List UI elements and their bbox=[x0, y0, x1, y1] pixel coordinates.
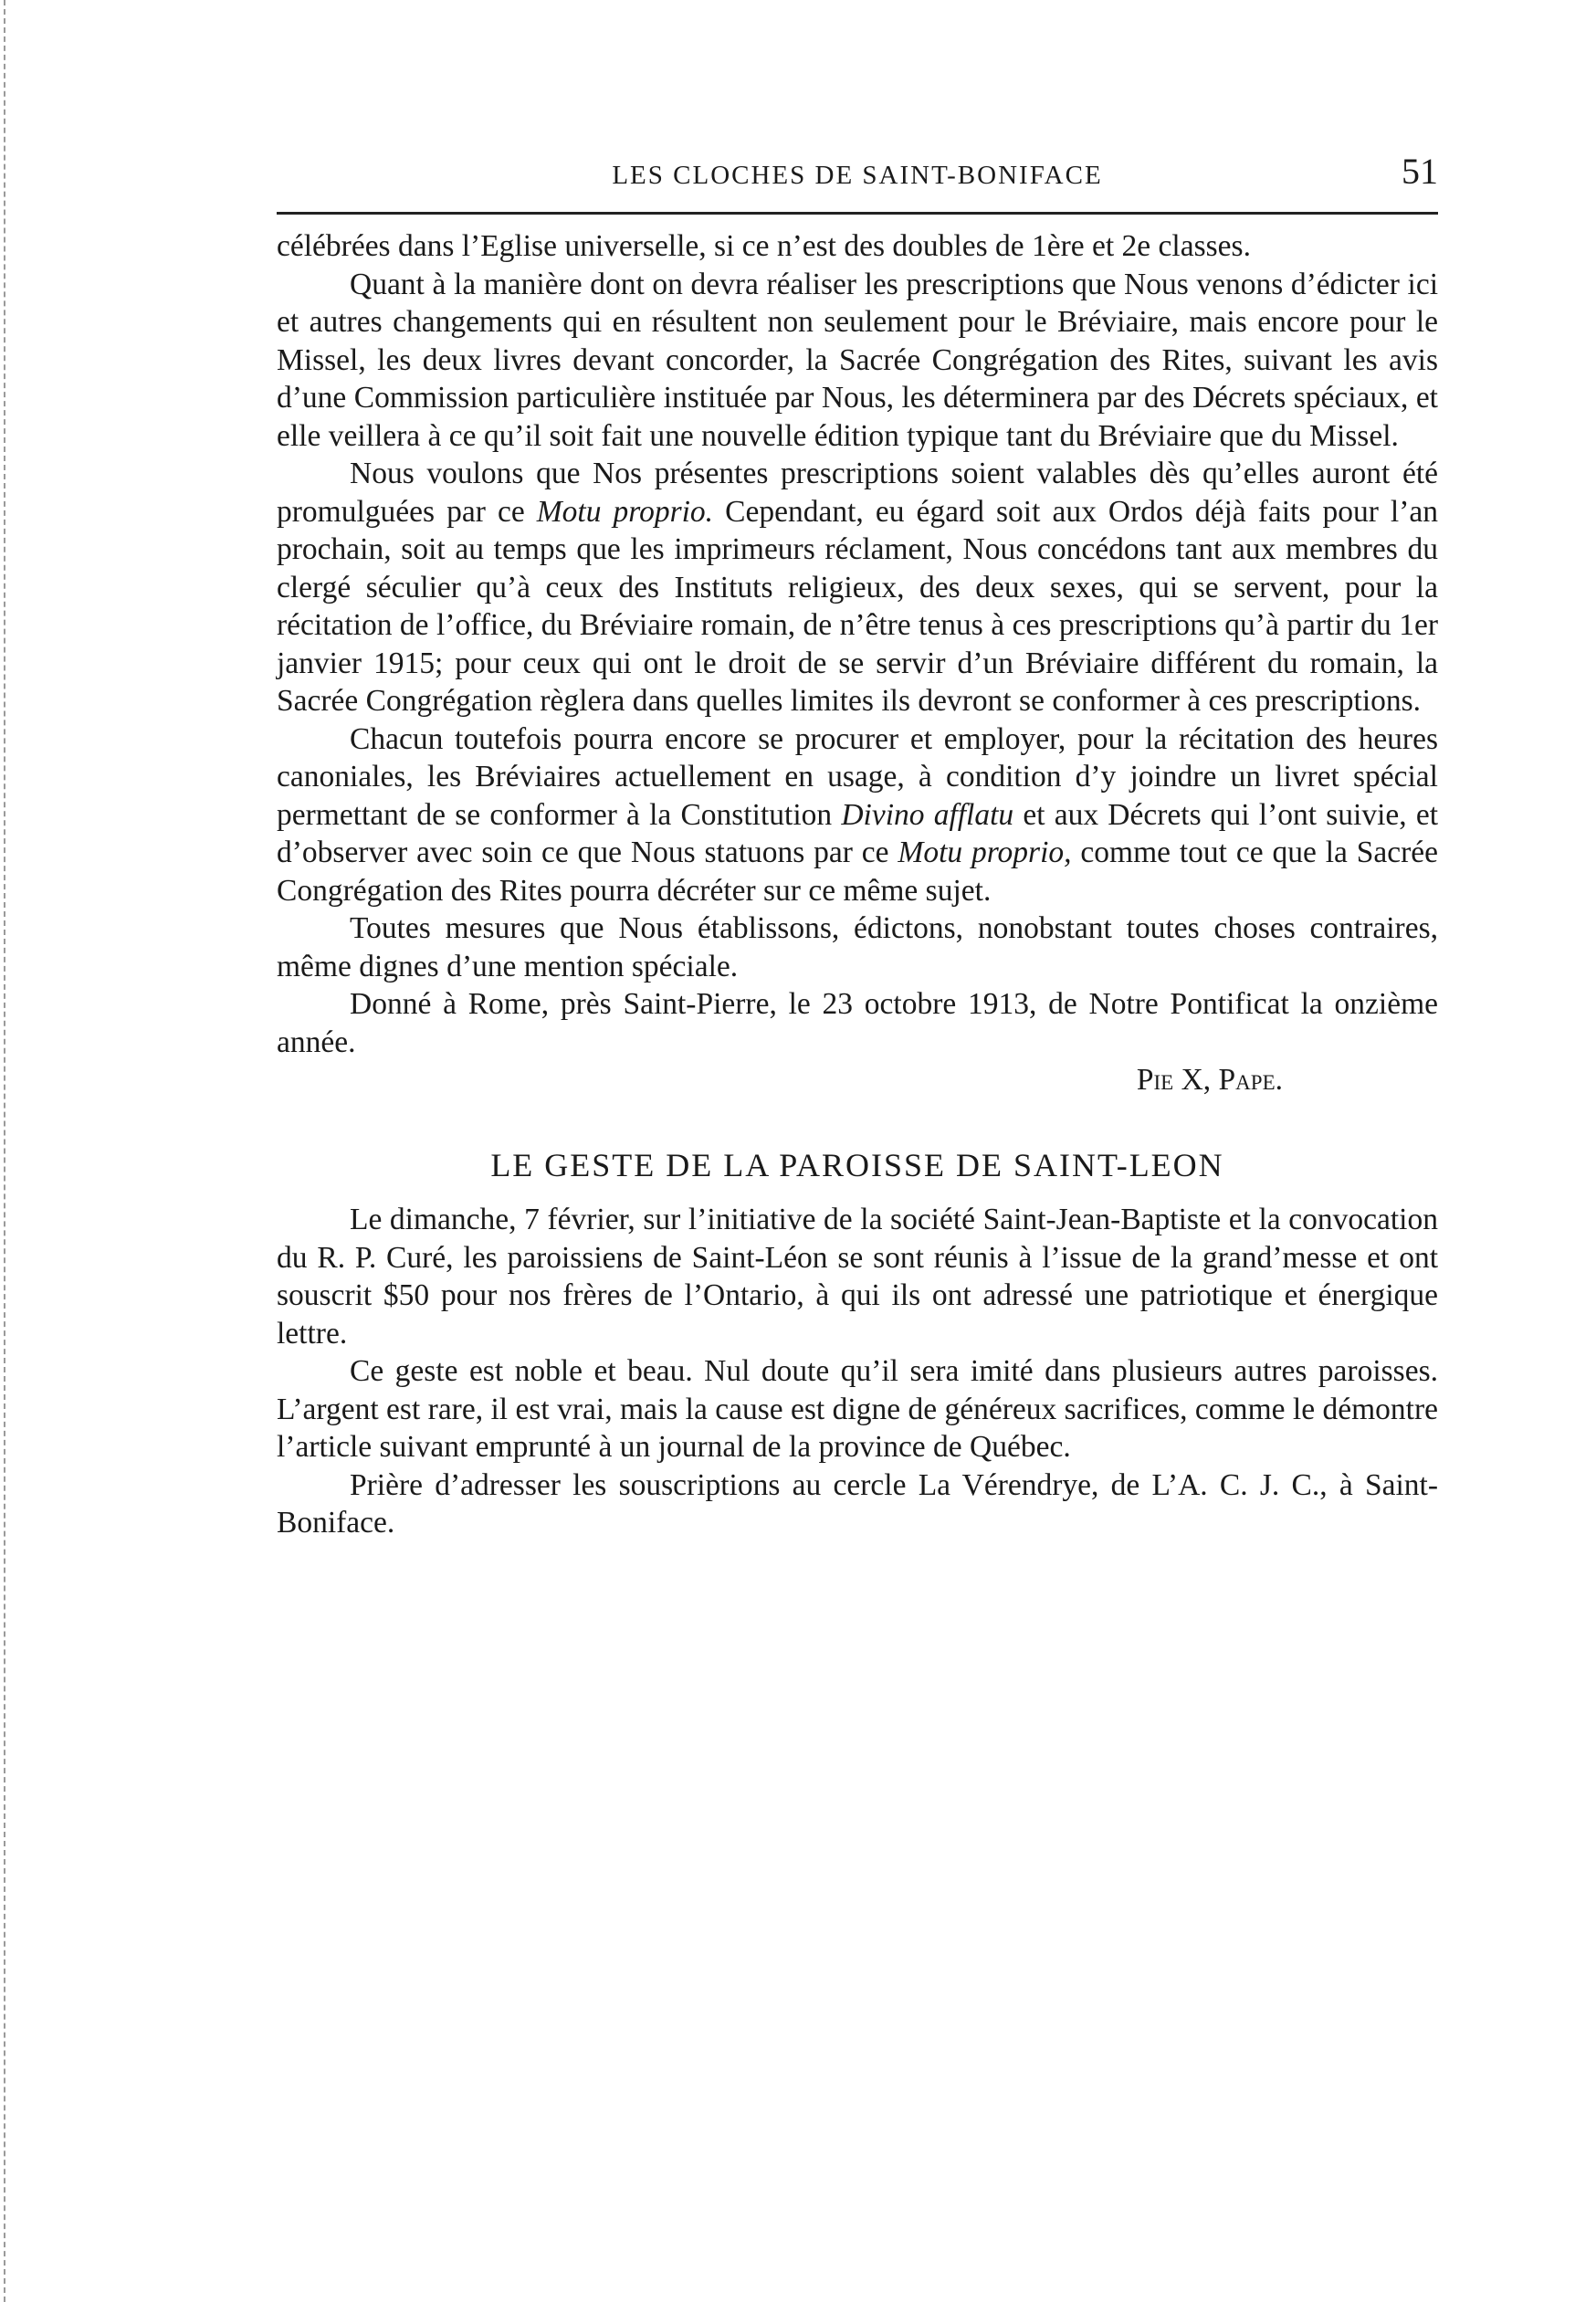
book-page bbox=[277, 146, 1438, 1542]
paragraph: Ce geste est noble et beau. Nul doute qu’il sera imité dans plusieurs autres paroisses. L’argent est rare, il est vrai, mais la cause est digne de généreux sacrifices, comme le démontre l’article suivant emprunté à un journal de la province de Québec. bbox=[277, 1354, 1438, 1464]
page-header bbox=[277, 146, 1438, 215]
italic-term: Motu proprio. bbox=[536, 494, 714, 529]
signature: Pie X, Pape. bbox=[1136, 1063, 1283, 1097]
text-run: Cependant, eu égard soit aux Ordos déjà faits pour l’an prochain, soit au temps que les imprimeurs réclament, Nous concédons tant aux membres du clergé séculier qu’à ceux des Instituts religieux, des deux sexes, qui se servent, pour la récitation de l’office, du Bréviaire romain, de n’être tenus à ces prescriptions qu’à partir du 1er janvier 1915; pour ceux qui ont le droit de se servir d’un Bréviaire différent du romain, la Sacrée Congrégation règlera dans quelles limites ils devront se conformer à ces prescriptions. bbox=[277, 494, 1438, 718]
paragraph: Prière d’adresser les souscriptions au cercle La Vérendrye, de L’A. C. J. C., à Saint-Boniface. bbox=[277, 1467, 1438, 1540]
paragraph: Quant à la manière dont on devra réaliser les prescriptions que Nous venons d’édicter ici et autres changements qui en résultent non seulement pour le Bréviaire, mais encore pour le Missel, les deux livres devant concorder, la Sacrée Congrégation des Rites, suivant les avis d’une Commission particulière instituée par Nous, les déterminera par des Décrets spéciaux, et elle veillera à ce qu’il soit fait une nouvelle édition typique tant du Bréviaire que du Missel. bbox=[277, 267, 1438, 453]
section-title: LE GESTE DE LA PAROISSE DE SAINT-LEON bbox=[490, 1146, 1224, 1183]
paragraph bbox=[277, 720, 1438, 910]
text-run: Nous voulons que Nos présentes prescriptions soient valables dès qu’elles auront été promulguées par ce bbox=[277, 457, 1438, 529]
paragraph bbox=[277, 455, 1438, 720]
text-run: comme tout ce que la Sacrée Congrégation des Rites pourra décréter sur ce même sujet. bbox=[277, 836, 1439, 908]
page-number: 51 bbox=[1402, 151, 1438, 192]
italic-term: Divino afflatu bbox=[841, 797, 1014, 832]
running-title: LES CLOCHES DE SAINT-BONIFACE bbox=[612, 161, 1103, 190]
italic-term: Motu proprio, bbox=[898, 836, 1072, 869]
scan-edge-line bbox=[4, 0, 5, 2302]
paragraph: célébrées dans l’Eglise universelle, si ce n’est des doubles de 1ère et 2e classes. bbox=[277, 229, 1251, 263]
text-run: et aux Décrets qui l’ont suivie, et d’observer avec soin ce que Nous statuons par ce bbox=[277, 797, 1439, 869]
paragraph: Donné à Rome, près Saint-Pierre, le 23 octobre 1913, de Notre Pontificat la onzième année. bbox=[277, 987, 1438, 1059]
paragraph: Le dimanche, 7 février, sur l’initiative de la société Saint-Jean-Baptiste et la convocation du R. P. Curé, les paroissiens de Saint-Léon se sont réunis à l’issue de la grand’messe et ont souscrit $50 pour nos frères de l’Ontario, à qui ils ont adressé une patriotique et énergique lettre. bbox=[277, 1203, 1438, 1351]
text-run: Chacun toutefois pourra encore se procurer et employer, pour la récitation des heures canoniales, les Bréviaires actuellement en usage, à condition d’y joindre un livret spécial permettant de se conformer à la Constitution bbox=[277, 721, 1438, 832]
paragraph: Toutes mesures que Nous établissons, édictons, nonobstant toutes choses contraires, même dignes d’une mention spéciale. bbox=[277, 911, 1438, 983]
decree-text bbox=[277, 227, 1438, 1542]
